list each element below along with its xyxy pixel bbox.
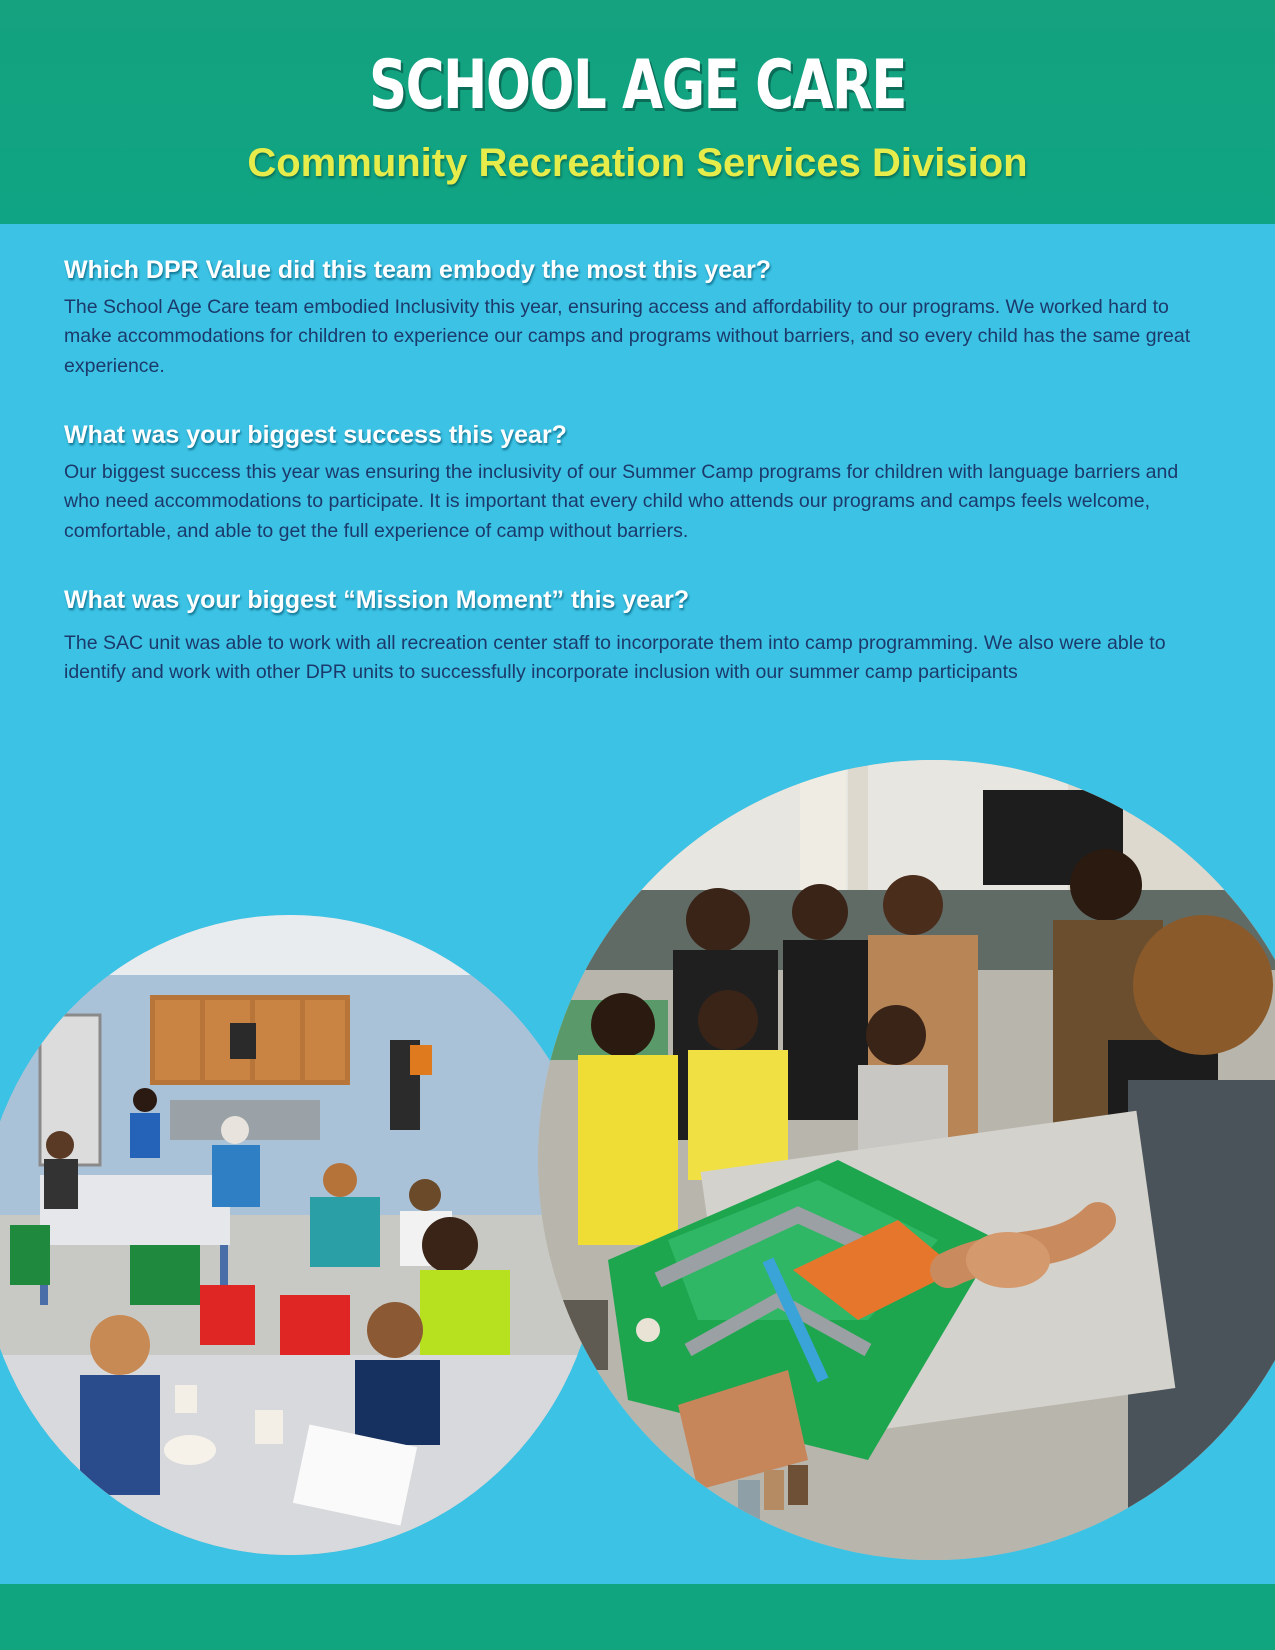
model-activity-photo (538, 760, 1275, 1560)
classroom-photo-illustration (0, 915, 600, 1555)
question-heading: What was your biggest success this year? (64, 421, 567, 449)
page-subtitle: Community Recreation Services Division (247, 141, 1028, 185)
qa-section-success (64, 421, 1214, 546)
answer-paragraph: The SAC unit was able to work with all recreation center staff to incorporate them into camp programming. We also were able to identify and work with other DPR units to successfully incorporate inclusion with our summer camp participants (64, 631, 1166, 684)
classroom-photo (0, 915, 600, 1555)
answer-paragraph: Our biggest success this year was ensuring the inclusivity of our Summer Camp programs for children with language barriers and who need accommodations to participate. It is important that every child who attends our programs and camps feels welcome, comfortable, and able to get the full experience of camp without barriers. (64, 460, 1179, 542)
qa-section-value (64, 256, 1214, 381)
question-heading: Which DPR Value did this team embody the most this year? (64, 256, 772, 284)
page-title: SCHOOL AGE CARE (369, 46, 906, 125)
header-banner (0, 0, 1275, 224)
qa-section-mission (64, 586, 1214, 688)
footer-band (0, 1584, 1275, 1650)
answer-paragraph: The School Age Care team embodied Inclusivity this year, ensuring access and affordability to our programs. We worked hard to make accommodations for children to experience our camps and programs without barriers, and so every child has the same great experience. (64, 295, 1191, 377)
model-activity-photo-illustration (538, 760, 1275, 1560)
question-heading: What was your biggest “Mission Moment” this year? (64, 586, 690, 614)
